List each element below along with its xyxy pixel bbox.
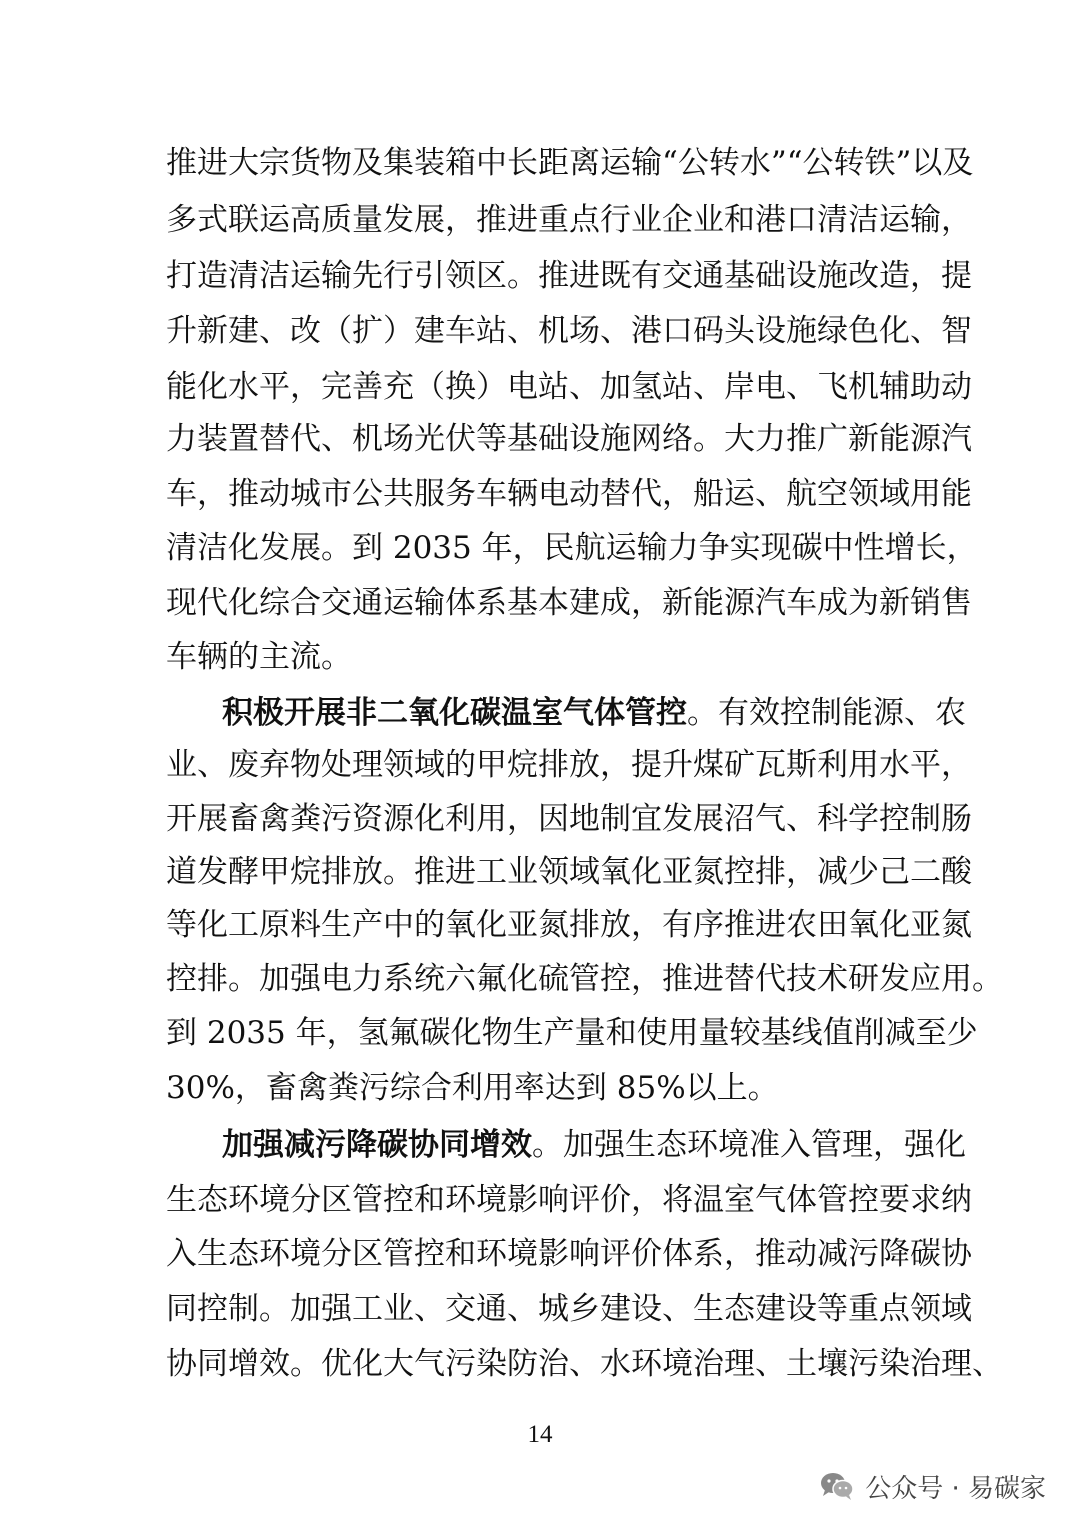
paragraph-line: 推进大宗货物及集装箱中长距离运输“公转水”“公转铁”以及 bbox=[166, 145, 974, 181]
watermark bbox=[819, 1466, 1046, 1506]
paragraph-line: 能化水平，完善充（换）电站、加氢站、岸电、飞机辅助动 bbox=[166, 369, 972, 405]
paragraph-line: 车辆的主流。 bbox=[166, 639, 352, 675]
paragraph-line: 多式联运高质量发展，推进重点行业企业和港口清洁运输， bbox=[166, 202, 972, 238]
paragraph-line: 协同增效。优化大气污染防治、水环境治理、土壤污染治理、 bbox=[166, 1346, 1003, 1382]
paragraph-heading: 积极开展非二氧化碳温室气体管控 bbox=[222, 695, 687, 731]
paragraph-line: 生态环境分区管控和环境影响评价，将温室气体管控要求纳 bbox=[166, 1182, 972, 1218]
paragraph-text: 。加强生态环境准入管理，强化 bbox=[532, 1127, 966, 1163]
paragraph-line: 车，推动城市公共服务车辆电动替代，船运、航空领域用能 bbox=[166, 476, 972, 512]
paragraph-line: 升新建、改（扩）建车站、机场、港口码头设施绿色化、智 bbox=[166, 313, 972, 349]
paragraph-line: 现代化综合交通运输体系基本建成，新能源汽车成为新销售 bbox=[166, 585, 972, 621]
paragraph-line: 等化工原料生产中的氧化亚氮排放，有序推进农田氧化亚氮 bbox=[166, 907, 972, 943]
paragraph-line: 30%，畜禽粪污综合利用率达到 85%以上。 bbox=[166, 1070, 779, 1106]
paragraph-line: 同控制。加强工业、交通、城乡建设、生态建设等重点领域 bbox=[166, 1291, 972, 1327]
paragraph-heading: 加强减污降碳协同增效 bbox=[222, 1127, 532, 1163]
paragraph-first-line bbox=[222, 1117, 966, 1173]
wechat-icon bbox=[819, 1471, 855, 1501]
paragraph-line: 打造清洁运输先行引领区。推进既有交通基础设施改造，提 bbox=[166, 258, 972, 294]
paragraph-line: 道发酵甲烷排放。推进工业领域氧化亚氮控排，减少己二酸 bbox=[166, 854, 972, 890]
paragraph-line: 业、废弃物处理领域的甲烷排放，提升煤矿瓦斯利用水平， bbox=[166, 747, 972, 783]
paragraph-line: 力装置替代、机场光伏等基础设施网络。大力推广新能源汽 bbox=[166, 421, 972, 457]
watermark-text: 公众号 · 易碳家 bbox=[865, 1473, 1046, 1504]
paragraph-line: 开展畜禽粪污资源化利用，因地制宜发展沼气、科学控制肠 bbox=[166, 801, 972, 837]
paragraph-line: 控排。加强电力系统六氟化硫管控，推进替代技术研发应用。 bbox=[166, 961, 1003, 997]
page-number: 14 bbox=[527, 1421, 553, 1448]
paragraph-line: 到 2035 年，氢氟碳化物生产量和使用量较基线值削减至少 bbox=[166, 1015, 978, 1051]
paragraph-text: 。有效控制能源、农 bbox=[687, 695, 966, 731]
paragraph-line: 清洁化发展。到 2035 年，民航运输力争实现碳中性增长， bbox=[166, 530, 978, 566]
paragraph-line: 入生态环境分区管控和环境影响评价体系，推动减污降碳协 bbox=[166, 1236, 972, 1272]
paragraph-first-line bbox=[222, 685, 966, 741]
